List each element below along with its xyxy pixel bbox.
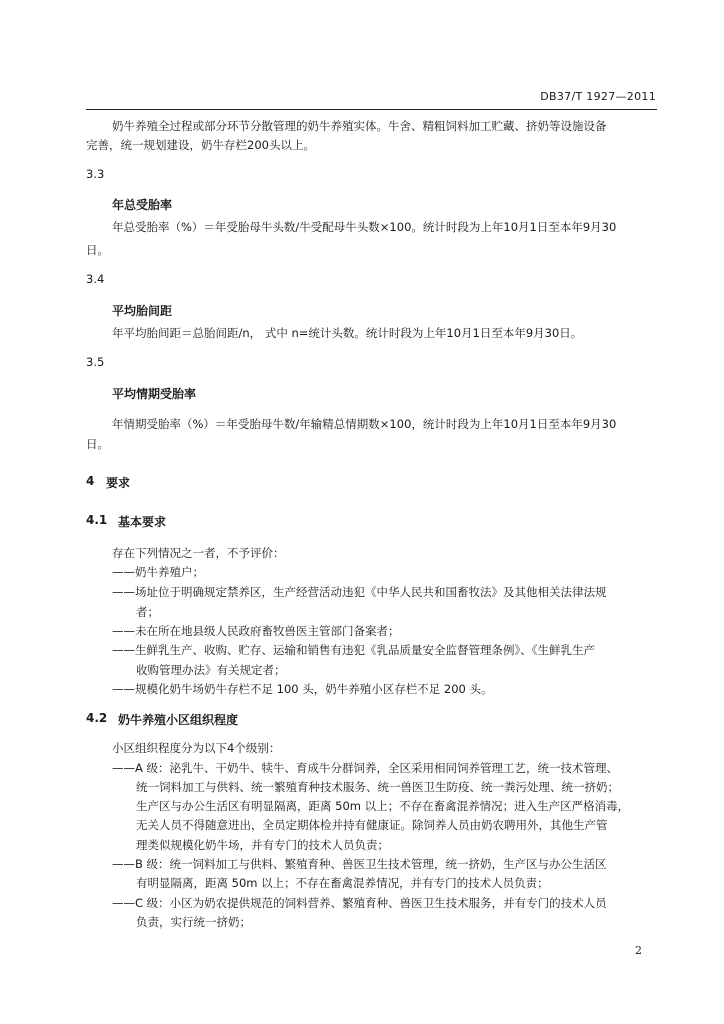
section-4-1-number: 4.1 [86,513,108,527]
list-item: ——B 级：统一饲料加工与供料、繁殖育种、兽医卫生技术管理，统一挤奶，生产区与办公生活区 [112,857,607,871]
list-item: ——A 级：泌乳牛、干奶牛、犊牛、育成牛分群饲养，全区采用相同饲养管理工艺，统一技术管理、 [112,761,619,775]
definition-3-3-line-1: 年总受胎率（%）＝年受胎母牛头数/牛受配母牛头数×100。统计时段为上年10月1日至本年9月30 [112,220,617,234]
section-4-2-intro: 小区组织程度分为以下4个级别： [112,741,281,755]
list-item-continuation: 无关人员不得随意进出，全员定期体检并持有健康证。除饲养人员由奶农聘用外，其他生产管 [136,818,608,832]
section-4-1-title: 基本要求 [118,515,167,529]
section-4-1-intro: 存在下列情况之一者，不予评价： [112,546,285,560]
section-4-number: 4 [86,474,95,488]
list-item-continuation: 生产区与办公生活区有明显隔离，距离 50m 以上；不存在畜禽混养情况；进入生产区严格消毒， [136,799,630,813]
clause-number-3-3: 3.3 [86,167,105,181]
standard-code: DB37/T 1927—2011 [540,90,656,103]
list-item: ——奶牛养殖户； [112,565,204,579]
term-3-5: 平均情期受胎率 [112,387,197,401]
section-4-2-title: 奶牛养殖小区组织程度 [118,713,239,727]
list-item-continuation: 者； [136,605,159,619]
section-4-2-number: 4.2 [86,711,108,725]
clause-number-3-4: 3.4 [86,272,105,286]
definition-3-4-line-1: 年平均胎间距＝总胎间距/n， 式中 n=统计头数。统计时段为上年10月1日至本年9月30日。 [112,326,583,340]
list-item-continuation: 有明显隔离，距离 50m 以上；不存在畜禽混养情况，并有专门的技术人员负责； [136,876,549,890]
page-number: 2 [635,944,642,957]
header-rule [86,109,657,110]
term-3-3: 年总受胎率 [112,198,173,212]
list-item: ——规模化奶牛场奶牛存栏不足 100 头，奶牛养殖小区存栏不足 200 头。 [112,682,493,696]
list-item: ——生鲜乳生产、收购、贮存、运输和销售有违犯《乳品质量安全监督管理条例》、《生鲜乳生产 [112,643,595,657]
clause-number-3-5: 3.5 [86,355,105,369]
definition-3-2-line-1: 奶牛养殖全过程或部分环节分散管理的奶牛养殖实体。牛舍、精粗饲料加工贮藏、挤奶等设施设备 [112,119,607,133]
definition-3-5-line-1: 年情期受胎率（%）＝年受胎母牛数/年输精总情期数×100，统计时段为上年10月1日至本年9月30 [112,417,617,431]
list-item-continuation: 理类似规模化奶牛场，并有专门的技术人员负责； [136,838,389,852]
term-3-4: 平均胎间距 [112,304,173,318]
list-item: ——未在所在地县级人民政府畜牧兽医主管部门备案者； [112,624,400,638]
list-item: ——C 级：小区为奶农提供规范的饲料营养、繁殖育种、兽医卫生技术服务，并有专门的技术人员 [112,896,607,910]
list-item-continuation: 统一饲料加工与供料、统一繁殖育种技术服务、统一兽医卫生防疫、统一粪污处理、统一挤奶； [136,780,619,794]
list-item: ——场址位于明确规定禁养区，生产经营活动违犯《中华人民共和国畜牧法》及其他相关法律法规 [112,585,607,599]
list-item-continuation: 收购管理办法》有关规定者； [136,663,286,677]
section-4-title: 要求 [106,476,131,490]
definition-3-3-line-2: 日。 [86,243,109,257]
definition-3-5-line-2: 日。 [86,437,109,451]
definition-3-2-line-2: 完善，统一规划建设，奶牛存栏200头以上。 [86,138,315,152]
list-item-continuation: 负责，实行统一挤奶； [136,915,251,929]
